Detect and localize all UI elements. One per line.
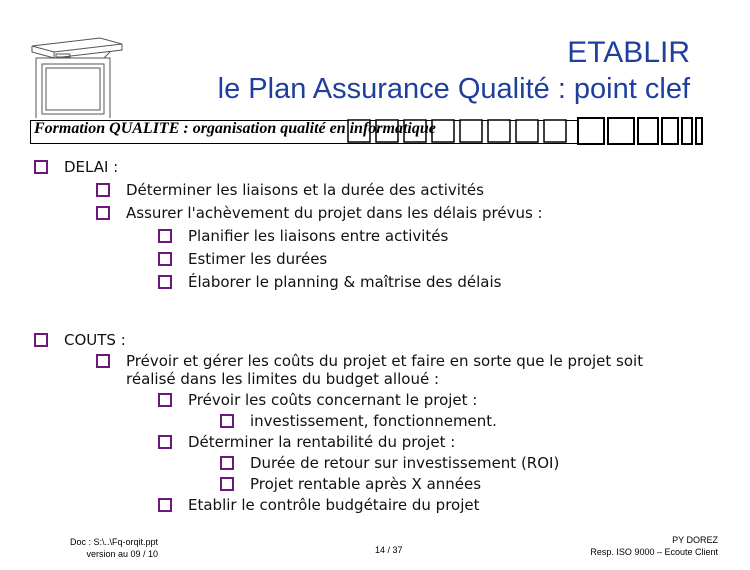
couts-heading: COUTS : bbox=[64, 331, 126, 349]
list-item: Estimer les durées bbox=[158, 250, 327, 268]
bullet-icon bbox=[158, 435, 172, 449]
bullet-icon bbox=[96, 183, 110, 197]
bullet-icon bbox=[220, 477, 234, 491]
list-item: Assurer l'achèvement du projet dans les délais prévus : bbox=[96, 204, 543, 222]
footer-page-number: 14 / 37 bbox=[375, 545, 403, 555]
bullet-icon bbox=[158, 275, 172, 289]
list-item: Déterminer la rentabilité du projet : bbox=[158, 433, 455, 451]
title-line-2: le Plan Assurance Qualité : point clef bbox=[217, 73, 690, 105]
bullet-icon bbox=[158, 393, 172, 407]
list-item: Planifier les liaisons entre activités bbox=[158, 227, 448, 245]
list-item: Prévoir et gérer les coûts du projet et faire en sorte que le projet soit bbox=[96, 352, 643, 370]
bullet-icon bbox=[158, 498, 172, 512]
list-item: Déterminer les liaisons et la durée des activités bbox=[96, 181, 484, 199]
delai-heading: DELAI : bbox=[64, 158, 119, 176]
list-item: Durée de retour sur investissement (ROI) bbox=[220, 454, 559, 472]
footer-version: version au 09 / 10 bbox=[86, 549, 158, 559]
list-item bbox=[34, 158, 118, 176]
bullet-icon bbox=[34, 333, 48, 347]
list-item: Projet rentable après X années bbox=[220, 475, 481, 493]
footer-doc: Doc : S:\..\Fq-orqit.ppt bbox=[69, 537, 158, 547]
list-item-continuation: réalisé dans les limites du budget alloué : bbox=[126, 370, 440, 388]
list-item: Élaborer le planning & maîtrise des délais bbox=[158, 273, 501, 291]
footer-author-info bbox=[590, 534, 718, 558]
footer-role: Resp. ISO 9000 – Ecoute Client bbox=[590, 547, 718, 557]
bullet-icon bbox=[158, 252, 172, 266]
banner-text: Formation QUALITE : organisation qualité en informatique bbox=[34, 120, 436, 137]
list-item: investissement, fonctionnement. bbox=[220, 412, 497, 430]
computer-logo-icon bbox=[26, 28, 126, 128]
footer-doc-info bbox=[58, 536, 158, 560]
footer-author: PY DOREZ bbox=[672, 535, 718, 545]
bullet-icon bbox=[34, 160, 48, 174]
bullet-icon bbox=[220, 456, 234, 470]
list-item: Prévoir les coûts concernant le projet : bbox=[158, 391, 477, 409]
bullet-icon bbox=[96, 206, 110, 220]
list-item bbox=[34, 331, 126, 349]
section-banner bbox=[30, 116, 706, 146]
title-line-1: ETABLIR bbox=[567, 36, 690, 69]
bullet-icon bbox=[158, 229, 172, 243]
bullet-icon bbox=[96, 354, 110, 368]
bullet-icon bbox=[220, 414, 234, 428]
list-item: Etablir le contrôle budgétaire du projet bbox=[158, 496, 479, 514]
